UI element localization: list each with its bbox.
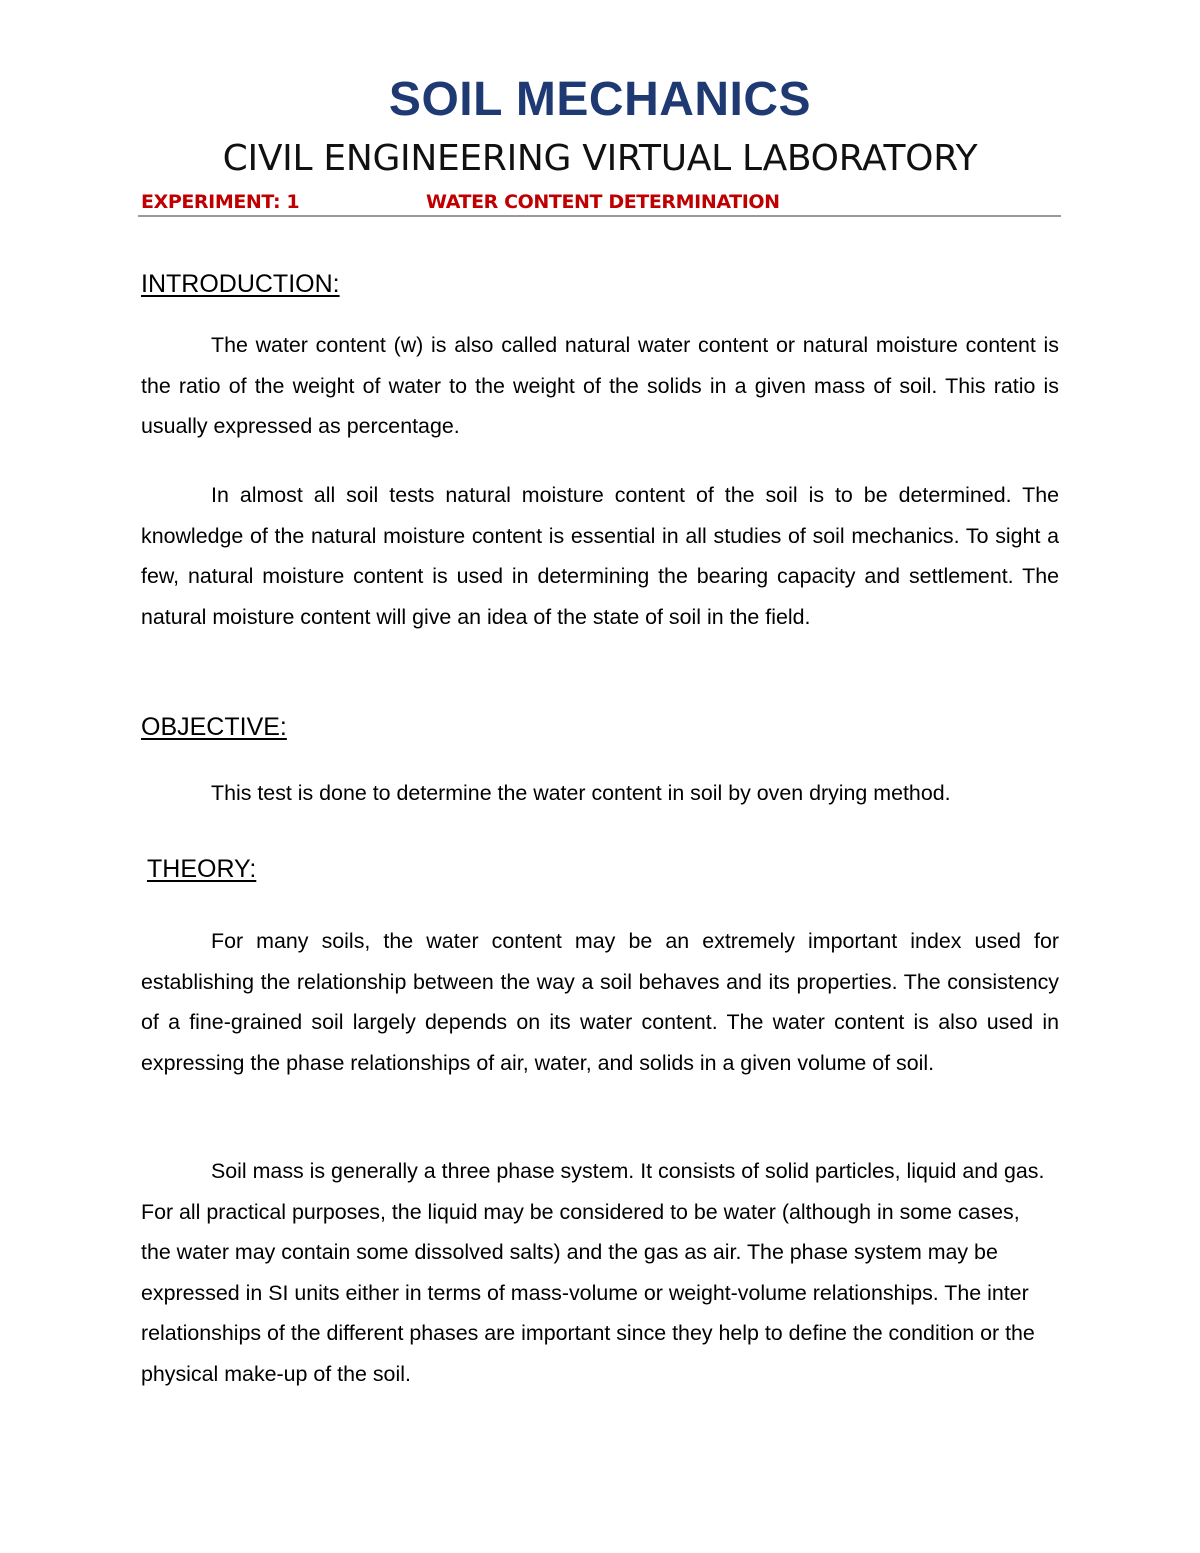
experiment-number: EXPERIMENT: 1 [141,191,300,213]
introduction-paragraph-1: The water content (w) is also called natural water content or natural moisture content is the ratio of the weight of water to the weight of the solids in a given mass of soil. This ratio is usually expressed as percentage. [141,333,1059,439]
experiment-header [141,188,1061,216]
theory-paragraph-1: For many soils, the water content may be an extremely important index used for establishing the relationship between the way a soil behaves and its properties. The consistency of a fine-grained soil largely depends on its water content. The water content is also used in expressing the phase relationships of air, water, and solids in a given volume of soil. [141,929,1059,1075]
document-subtitle: CIVIL ENGINEERING VIRTUAL LABORATORY [222,138,978,179]
theory-heading: THEORY: [147,855,257,883]
introduction-heading: INTRODUCTION: [141,270,340,298]
objective-heading: OBJECTIVE: [141,713,287,741]
objective-paragraph: This test is done to determine the water content in soil by oven drying method. [211,781,951,805]
experiment-name: WATER CONTENT DETERMINATION [426,191,780,213]
introduction-paragraph-2: In almost all soil tests natural moisture content of the soil is to be determined. The knowledge of the natural moisture content is essential in all studies of soil mechanics. To sight a few, natural moisture content is used in determining the bearing capacity and settlement. The natural moisture content will give an idea of the state of soil in the field. [141,483,1059,629]
document-title: SOIL MECHANICS [388,73,812,126]
theory-paragraph-2: Soil mass is generally a three phase system. It consists of solid particles, liquid and gas. For all practical purposes, the liquid may be considered to be water (although in some cases, the water may contain some dissolved salts) and the gas as air. The phase system may be expressed in SI units either in terms of mass-volume or weight-volume relationships. The inter relationships of the different phases are important since they help to define the condition or the physical make-up of the soil. [141,1159,1045,1386]
header-divider [138,215,1061,217]
